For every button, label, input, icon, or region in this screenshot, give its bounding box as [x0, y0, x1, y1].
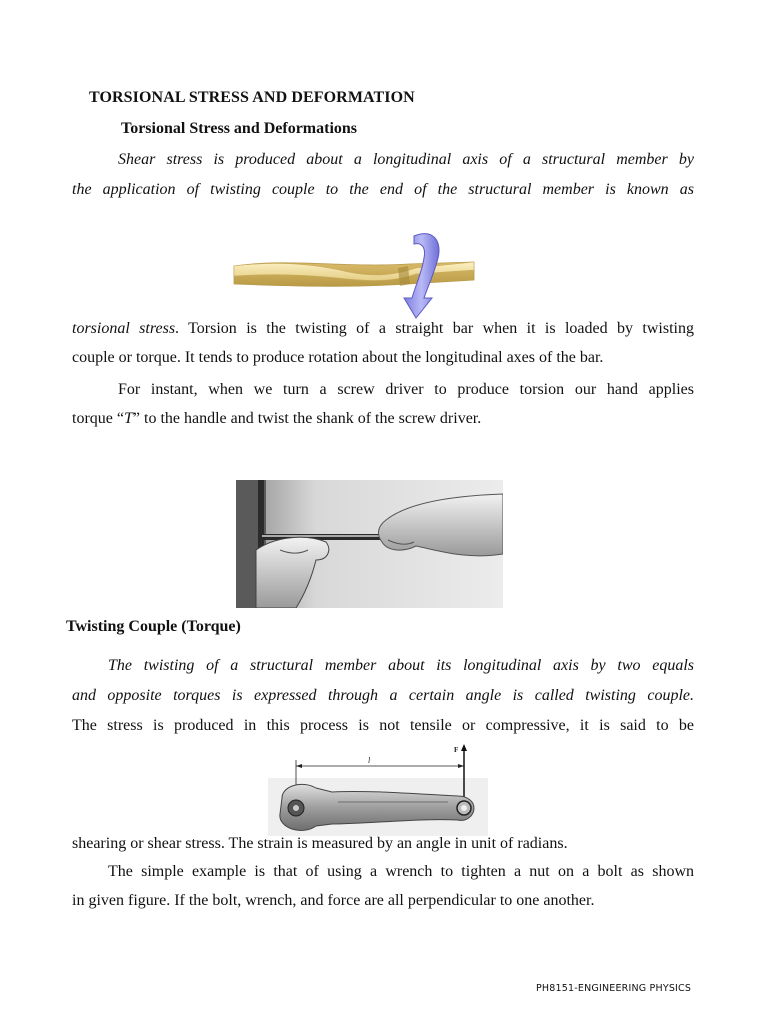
screwdriver-photo: [236, 480, 503, 608]
para2-line2-pre: torque “: [72, 410, 124, 427]
page-title: TORSIONAL STRESS AND DEFORMATION: [89, 89, 415, 106]
screwdriver-figure: [236, 480, 503, 608]
para1-line3: [72, 319, 694, 339]
para4-line1: The simple example is that of using a wrench to tighten a nut on a bolt as shown: [108, 863, 694, 880]
wrench-figure: [268, 744, 488, 836]
length-label: l: [368, 756, 371, 765]
para2-line2: [72, 409, 694, 429]
para2-line2-post: ” to the handle and twist the shank of the screw driver.: [132, 410, 482, 427]
wrench-diagram: [268, 744, 488, 836]
para1-line2: the application of twisting couple to the end of the structural member is known as: [72, 181, 694, 198]
para2-line1: For instant, when we turn a screw driver to produce torsion our hand applies: [118, 381, 694, 398]
para4-line2: in given figure. If the bolt, wrench, and force are all perpendicular to one another.: [72, 892, 595, 909]
twisted-bar-image: [228, 228, 480, 320]
force-label: F: [454, 746, 459, 754]
para3-line2: and opposite torques is expressed through a certain angle is called twisting couple.: [72, 687, 694, 704]
para1-line4: couple or torque. It tends to produce rotation about the longitudinal axes of the bar.: [72, 349, 604, 366]
section-heading-twisting-couple: Twisting Couple (Torque): [66, 618, 241, 635]
para3-line1: The twisting of a structural member about its longitudinal axis by two equals: [108, 657, 694, 674]
para3-line4: shearing or shear stress. The strain is measured by an angle in unit of radians.: [72, 835, 568, 852]
section-subtitle: Torsional Stress and Deformations: [121, 120, 358, 137]
para1-line1: Shear stress is produced about a longitudinal axis of a structural member by: [118, 151, 694, 168]
para3-line3: The stress is produced in this process is not tensile or compressive, it is said to be: [72, 717, 694, 734]
torque-symbol: T: [123, 410, 133, 427]
para1-line3-text: . Torsion is the twisting of a straight bar when it is loaded by twisting: [175, 320, 694, 337]
twisted-bar-figure: [228, 228, 480, 320]
page-footer: PH8151-ENGINEERING PHYSICS: [536, 983, 692, 994]
torsional-stress-term: torsional stress: [72, 320, 176, 337]
